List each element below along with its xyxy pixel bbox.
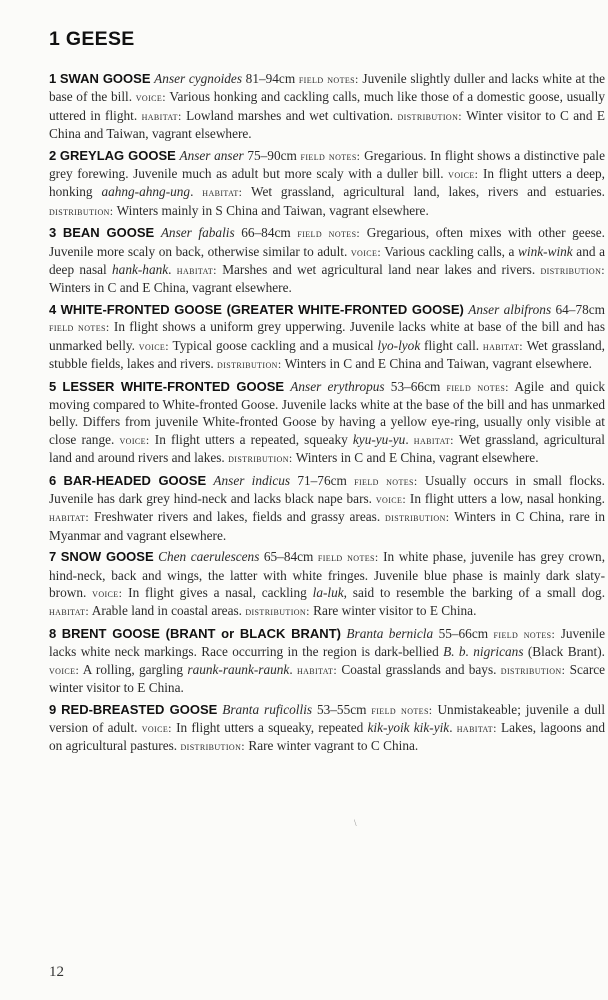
field-notes-text: Juvenile lacks white neck markings. Race occurring in the region is dark-bellied xyxy=(49,626,605,660)
voice-text-end: . xyxy=(190,184,194,200)
species-entry-lesser-white-fronted-goose xyxy=(49,378,605,467)
field-notes-label: field notes: xyxy=(300,148,361,163)
call-transcription: lyo-lyok xyxy=(377,337,421,353)
habitat-text: Lakes, lagoons and on agricultural pastures. xyxy=(49,720,606,754)
distribution-label: distribution: xyxy=(540,262,605,277)
voice-text-mid: and a deep nasal xyxy=(49,243,605,277)
call-transcription: raunk-raunk-raunk xyxy=(187,661,290,677)
species-entry-snow-goose xyxy=(49,548,605,620)
species-entry-brent-goose xyxy=(49,625,605,696)
voice-label: voice: xyxy=(135,90,166,105)
species-name: SWAN GOOSE xyxy=(59,71,151,86)
latin-name: Anser fabalis xyxy=(160,225,235,241)
entry-number: 3 xyxy=(49,225,57,241)
voice-label: voice: xyxy=(375,492,407,507)
field-notes-text: In white phase, juvenile has grey crown, hind-neck, back and wings, the latter with white fringes. Juvenile blue phase is mainly dark slaty-brown. xyxy=(49,549,606,601)
voice-text-end: . xyxy=(449,720,453,736)
habitat-label: habitat: xyxy=(482,338,524,353)
paper-speck: \ xyxy=(354,818,357,828)
habitat-text: Wet grassland, agricultural land, lakes, rivers and estuaries. xyxy=(251,184,606,200)
latin-name: Chen caerulescens xyxy=(158,549,260,565)
latin-name: Anser indicus xyxy=(213,472,291,488)
section-heading xyxy=(49,28,605,51)
habitat-label: habitat: xyxy=(176,262,217,277)
section-title: GEESE xyxy=(65,28,135,50)
habitat-label: habitat: xyxy=(456,721,497,736)
entry-number: 5 xyxy=(49,378,57,394)
distribution-text: Winters mainly in S China and Taiwan, vagrant elsewhere. xyxy=(116,202,429,218)
field-notes-label: field notes: xyxy=(317,550,379,565)
habitat-label: habitat: xyxy=(296,662,338,677)
voice-text-end: . xyxy=(289,661,293,677)
latin-name: Branta bernicla xyxy=(346,626,434,642)
field-notes-label: field notes: xyxy=(49,320,110,335)
call-transcription: wink-wink xyxy=(518,243,573,259)
size-range: 55–66cm xyxy=(438,626,489,642)
species-name: SNOW GOOSE xyxy=(60,549,154,565)
species-entry-swan-goose xyxy=(49,70,605,142)
distribution-label: distribution: xyxy=(245,604,310,619)
voice-text: In flight gives a nasal, cackling xyxy=(128,585,313,601)
species-name: WHITE-FRONTED GOOSE (GREATER WHITE-FRONTED GOOSE) xyxy=(60,302,464,318)
distribution-text: Winter visitor to C and E China and Taiwan, vagrant elsewhere. xyxy=(49,107,605,141)
habitat-text: Freshwater rivers and lakes, fields and grassy areas. xyxy=(93,509,381,525)
field-notes-text: Gregarious, often mixes with other geese. Juvenile more scaly on back, otherwise similar to adult. xyxy=(49,225,606,259)
habitat-label: habitat: xyxy=(202,185,243,200)
distribution-label: distribution: xyxy=(500,662,566,677)
voice-text: In flight utters a deep, honking xyxy=(49,165,605,200)
distribution-label: distribution: xyxy=(180,739,245,754)
voice-text-end: , said to resemble the barking of a small dog. xyxy=(343,585,606,601)
voice-text: In flight utters a squeaky, repeated xyxy=(176,720,368,736)
species-entry-greylag-goose xyxy=(49,147,605,220)
habitat-text: Arable land in coastal areas. xyxy=(91,603,242,619)
field-notes-label: field notes: xyxy=(446,379,509,394)
habitat-label: habitat: xyxy=(49,604,90,619)
habitat-label: habitat: xyxy=(141,108,182,123)
field-notes-text: Juvenile slightly duller and lacks white at the base of the bill. xyxy=(49,71,606,105)
size-range: 66–84cm xyxy=(241,225,291,241)
call-transcription: kik-yoik kik-yik xyxy=(367,720,450,736)
section-number: 1 xyxy=(49,28,61,50)
entry-number: 6 xyxy=(49,472,57,488)
voice-label: voice: xyxy=(141,721,172,736)
distribution-label: distribution: xyxy=(217,356,282,371)
call-transcription: hank-hank xyxy=(112,261,169,277)
call-transcription: aahng-ahng-ung xyxy=(101,184,191,200)
distribution-label: distribution: xyxy=(397,108,462,123)
distribution-text: Winters in C and E China and Taiwan, vagrant elsewhere. xyxy=(284,355,593,371)
species-name: RED-BREASTED GOOSE xyxy=(61,701,218,717)
size-range: 75–90cm xyxy=(247,147,297,163)
field-notes-label: field notes: xyxy=(371,702,433,717)
distribution-text: Scarce winter visitor to E China. xyxy=(49,661,606,695)
call-transcription: la-luk xyxy=(312,585,344,601)
subspecies-name: B. b. nigricans xyxy=(443,644,524,660)
size-range: 64–78cm xyxy=(555,302,605,318)
voice-text: A rolling, gargling xyxy=(82,661,188,677)
latin-name: Branta ruficollis xyxy=(222,701,313,717)
voice-label: voice: xyxy=(92,586,123,601)
size-range: 65–84cm xyxy=(263,549,314,565)
voice-text: In flight utters a low, nasal honking. xyxy=(409,491,605,507)
species-name: GREYLAG GOOSE xyxy=(59,147,176,163)
distribution-text: Winters in C and E China, vagrant elsewhere. xyxy=(295,449,539,465)
entry-number: 8 xyxy=(49,626,57,642)
field-notes-text: Unmistakeable; juvenile a dull version of adult. xyxy=(49,701,606,736)
voice-text: Typical goose cackling and a musical xyxy=(172,337,378,353)
habitat-text: Marshes and wet agricultural land near lakes and rivers. xyxy=(222,261,536,277)
species-entry-red-breasted-goose xyxy=(49,701,605,756)
distribution-label: distribution: xyxy=(49,203,114,218)
distribution-label: distribution: xyxy=(228,450,293,465)
habitat-label: habitat: xyxy=(413,432,454,447)
species-name: BRENT GOOSE (BRANT or BLACK BRANT) xyxy=(61,626,341,642)
latin-name: Anser anser xyxy=(179,147,244,163)
distribution-text: Winters in C and E China, vagrant elsewhere. xyxy=(49,280,292,296)
voice-text: Various honking and cackling calls, much like those of a domestic goose, usually uttered in flight. xyxy=(49,89,605,123)
habitat-text: Coastal grasslands and bays. xyxy=(341,661,497,677)
voice-label: voice: xyxy=(138,338,169,353)
field-notes-text: In flight shows a uniform grey upperwing. Juvenile lacks white at base of the bill and has unmarked belly. xyxy=(49,319,606,353)
voice-text: Various cackling calls, a xyxy=(384,243,519,259)
entry-number: 1 xyxy=(49,71,57,86)
size-range: 53–66cm xyxy=(390,378,441,394)
species-entry-bean-goose xyxy=(49,224,605,296)
size-range: 53–55cm xyxy=(316,701,367,717)
page-body xyxy=(49,28,605,760)
distribution-text: Winters in C China, rare in Myanmar and vagrant elsewhere. xyxy=(49,509,605,543)
voice-label: voice: xyxy=(119,432,150,447)
field-notes-text: Gregarious. In flight shows a distinctive pale grey forewing. Juvenile much as adult but more scaly with a duller bill. xyxy=(49,147,605,181)
field-notes-label: field notes: xyxy=(297,226,361,241)
size-range: 71–76cm xyxy=(297,472,347,488)
entry-number: 4 xyxy=(49,302,57,318)
entry-number: 7 xyxy=(49,549,57,565)
latin-name: Anser erythropus xyxy=(290,378,385,394)
field-notes-text: Agile and quick moving compared to White-fronted Goose. Juvenile lacks white at the base of the bill and has unmarked belly. Differs from juvenile White-fronted Goose by having a yellow eye-ring, usually only visible at close range. xyxy=(49,378,606,447)
entry-number: 2 xyxy=(49,147,57,163)
species-name: LESSER WHITE-FRONTED GOOSE xyxy=(62,378,285,394)
habitat-label: habitat: xyxy=(49,510,90,525)
call-transcription: kyu-yu-yu xyxy=(352,431,406,447)
field-notes-text-end: (Black Brant). xyxy=(523,644,605,660)
distribution-text: Rare winter visitor to E China. xyxy=(313,603,477,619)
field-notes-label: field notes: xyxy=(354,473,418,488)
size-range: 81–94cm xyxy=(245,71,296,86)
distribution-text: Rare winter vagrant to C China. xyxy=(248,738,419,754)
habitat-text: Wet grassland, agricultural land and around rivers and lakes. xyxy=(49,431,606,465)
species-entry-bar-headed-goose xyxy=(49,472,605,544)
habitat-text: Wet grassland, stubble fields, lakes and rivers. xyxy=(49,337,605,371)
species-entry-white-fronted-goose xyxy=(49,301,605,373)
latin-name: Anser albifrons xyxy=(468,302,552,318)
voice-label: voice: xyxy=(49,662,80,677)
field-notes-label: field notes: xyxy=(298,72,359,86)
latin-name: Anser cygnoides xyxy=(154,71,243,86)
species-name: BEAN GOOSE xyxy=(62,225,155,241)
habitat-text: Lowland marshes and wet cultivation. xyxy=(186,107,394,123)
page-number: 12 xyxy=(49,964,64,980)
field-notes-text: Usually occurs in small flocks. Juvenile has dark grey hind-neck and lacks black nape bars. xyxy=(49,472,605,507)
voice-text: In flight utters a repeated, squeaky xyxy=(154,431,353,447)
field-notes-label: field notes: xyxy=(493,627,556,642)
species-name: BAR-HEADED GOOSE xyxy=(63,472,207,488)
voice-label: voice: xyxy=(448,166,479,181)
voice-text-end: . xyxy=(168,261,172,277)
voice-text-end: . xyxy=(405,431,409,447)
entry-number: 9 xyxy=(49,701,57,717)
distribution-label: distribution: xyxy=(384,510,450,525)
voice-label: voice: xyxy=(350,244,382,259)
voice-text-end: flight call. xyxy=(420,337,480,353)
